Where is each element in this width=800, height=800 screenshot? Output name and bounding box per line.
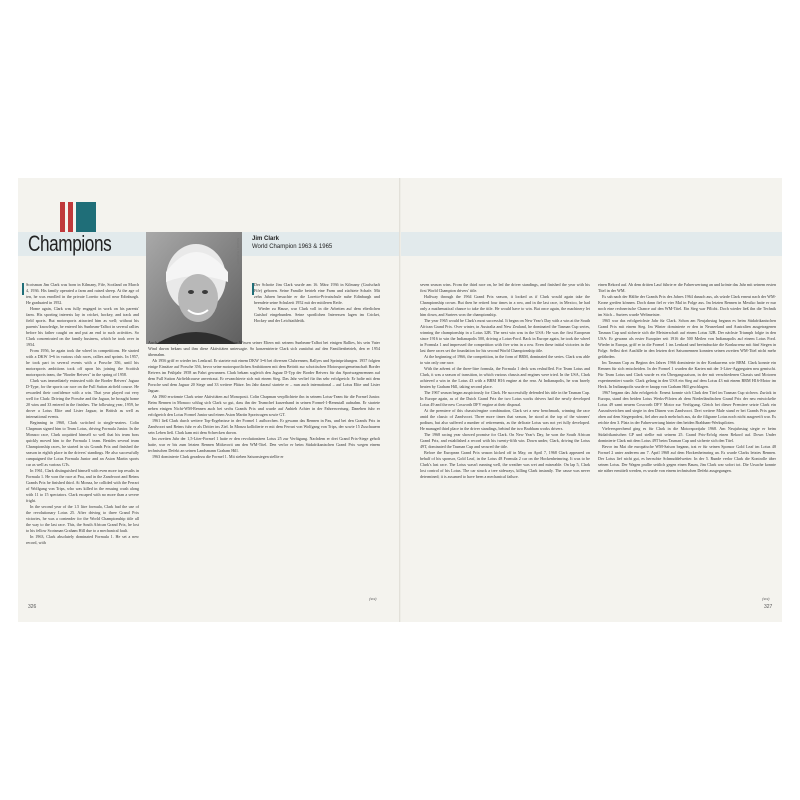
- paragraph: Im Tasman Cup zu Beginn des Jahres 1966 dominierte in der Konkurrenz wie BRM. Clark konnte ein Rennen für sich entscheiden. In der Formel 1 wurden die Karten mit der 3-Liter-Aggregaten neu gemischt. Für Team Lotus und Clark wurde es ein Übergangssaison, in der mit verschiedenen Chassis und Motoren experimentiert wurde. Clark gelang in den USA ein Sieg auf dem Lotus 43 mit einem BRM H16-Motor im Heck. In Indianapolis wurde er knapp von Graham Hill geschlagen.: [598, 360, 776, 389]
- paragraph: Es sah nach der Hälfte der Grands Prix des Jahres 1964 danach aus, als würde Clark erneut nach der WM-Krone greifen können. Doch dann fiel er vier Mal in Folge aus. Im letzten Rennen in Mexiko hatte er nur noch eine rechnerische Chance auf den WM-Titel. Ein Sieg war Pflicht. Doch wieder ließ ihn die Technik im Stich – Surtees wurde Weltmeister.: [598, 294, 776, 317]
- paragraph: Scotsman Jim Clark was born in Kilmany, Fife, Scotland on March 4, 1936. His family operated a farm and raised sheep. At the age of ten, he was enrolled in the private Loretto school near Edinburgh. He graduated in 1952.: [26, 282, 139, 305]
- text-column-english-right: [420, 282, 590, 600]
- photo-caption-name: Jim Clark: [252, 236, 280, 242]
- paragraph-marker-english: [22, 283, 24, 295]
- paragraph: Beginning in 1960, Clark switched to single-seaters. Colin Chapman signed him to Team Lotus, driving Formula Junior. In the Monaco race, Clark acquitted himself so well that his team boss quickly moved him to the Formula 1 team. Besides several team Championship races, he started in six Grands Prix and finished the season in eighth place in the drivers' standings. He also successfully campaigned the Lotus Formula Junior and an Aston Martin sports car as well as various GTs.: [26, 420, 139, 467]
- continuation-mark-left: (sw): [369, 596, 377, 601]
- paragraph: The 1968 racing year showed promise for Clark. On New Year's Day, he won the South African Grand Prix, and established a record with his twenty-fifth win. Down under, Clark, driving the Lotus 49T, dominated the Tasman Cup and secured the title.: [420, 432, 590, 449]
- paragraph: Im zweiten Jahr der 1,5-Liter-Formel 1 hatte er den revolutionären Lotus 25 zur Verfügung. Nachdem er drei Grand Prix-Siege geholt hatte, war er bis zum letzten Rennen Mitfavorit um den WM-Titel. Den verlor er beim Südafrikanischen Grand Prix wegen einem technischen Defekt an seinen Landsmann Graham Hill.: [148, 436, 380, 453]
- paragraph: Clark was immediately entrusted with the Border Reivers' Jaguar D-Type, for the sports car race on the Full Sutton airfield course. He rewarded their confidence with a win. That year played out very well for Clark: Driving the Porsche and the Jaguar, he brought home 20 wins and 33 entered in the finishes. The following year, 1959, he drove a Lotus Elite and Lister Jaguar, in British as well as international events.: [26, 378, 139, 419]
- paragraph: seven season wins. From the third race on, he led the driver standings, and finished the year with his first World Champion drivers' title.: [420, 282, 590, 293]
- section-title: Champions: [28, 231, 112, 256]
- paragraph: Ab 1960 erwärmte Clark seine Aktivitäten auf Monoposti. Colin Chapman verpflichtete ihn in seinem Lotus-Team für die Formel Junior. Beim Rennen in Monaco schlug sich Clark so gut, dass ihn der Teamchef kurzerhand in seinen Formel-1-Rennstall aufnahm. Er startete neben einigen Nicht-WM-Rennen auch bei sechs Grands Prix und wurde auf Anhieb Achter in der Fahrerwertung. Daneben fuhr er erfolgreich den Lotus Formel Junior und einen Aston Martin Sportwagen sowie GT.: [148, 394, 380, 417]
- book-gutter: [399, 178, 401, 622]
- paragraph: In 1963, Clark absolutely dominated Formula 1. He set a new record, with: [26, 534, 139, 545]
- continuation-mark-right: (sw): [762, 596, 770, 601]
- page-number-left: 326: [28, 604, 37, 610]
- paragraph: 1967 begann das Jahr erfolgreich: Erneut konnte sich Clark den Titel im Tasman Cup sichern. Zurück in Europa, stand den beiden Lotus Werks-Piloten ab dem Niederländischen Grand Prix der neu entwickelte Lotus 49 samt neuem Cosworth DFV Motor zur Verfügung. Gleich bei dieser Premiere setzte Clark ein Ausrufezeichen und siegte in den Dünen von Zandvoort. Drei weitere Male stand er bei Grands Prix ganz oben auf dem Siegerpodest, fiel aber auch mehrfach aus, da die filigrane Lotus noch nicht ausgereift war. Es reichte den 3. Platz in der Fahrerwertung hinter den beiden Brabham-Werkspiloten.: [598, 390, 776, 425]
- paragraph: Der Schotte Jim Clark wurde am 16. März 1936 in Kilmany (Grafschaft Fife) geboren. Seine Familie betrieb eine Farm und züchtete Schafe. Mit zehn Jahren besuchte er die Loretto-Privatschule nahe Edinburgh und beendete seine Schulzeit 1952 mit der mittleren Reife.: [254, 282, 380, 305]
- text-column-german-left: [148, 340, 380, 600]
- paragraph: Home again, Clark was fully engaged in work on his parents' farm. His sporting interests lay in cricket, hockey, and track and field sports. But motorsports attracted him as well; without his parents' knowledge, he entered his Sunbeam-Talbot in several rallies before his father caught on and put an end to such activities. So Clark concentrated on the family business, which he took over in 1954.: [26, 306, 139, 347]
- paragraph: Halfway through the 1964 Grand Prix season, it looked as if Clark would again take the Championship crown. But then he retired four times in a row, and in the last race, in Mexico, he had only a mathematical chance to take the title. He would have to win. But once again, the machinery let him down, and Surtees won the championship.: [420, 294, 590, 317]
- paragraph: 1961 ließ Clark durch weitere Top-Ergebnisse in der Formel 1 aufhorchen. Er gewann das Rennen in Pau, und bei den Grands Prix in Zandvoort und Reims fuhr er als Dritter ins Ziel. In Monza kollidierte er mit dem Ferrari von Wolfgang von Trips, der sowie 15 Zuschauern sein Leben ließ. Clark kam mit dem Schrecken davon.: [148, 418, 380, 435]
- paragraph: 1963 dominierte Clark geradezu die Formel 1. Mit sieben Saisonsiegen stellte er: [152, 454, 284, 459]
- paragraph: In 1961, Clark distinguished himself with even more top results in Formula 1. He won the race at Pau, and in the Zandvoort and Reims Grands Prix he finished third. At Monza, he collided with the Ferrari of Wolfgang von Trips, who was killed in the ensuing crash along with 11 to 15 spectators. Clark escaped with no more than a severe fright.: [26, 468, 139, 503]
- paragraph: In the second year of the 1.5 litre formula, Clark had the use of the revolutionary Lotus 25. After driving to three Grand Prix victories, he was a contender for the World Championship title all the way to the last race. This, the South African Grand Prix, he lost to his fellow Scotsman Graham Hill due to a mechanical fault.: [26, 504, 139, 533]
- accent-bar-red-1: [60, 202, 65, 232]
- paragraph: einen Rekord auf. Ab dem dritten Lauf führte er die Fahrerwertung an und krönte das Jahr mit seinem ersten Titel in der WM.: [598, 282, 776, 293]
- paragraph: Vielversprechend ging es für Clark in die Motorsportjahr 1968. Am Neujahrstag siegte er beim Südafrikanischen GP und stellte mit seinem 25. Grand Prix-Erfolg einen Rekord auf. Down Under dominierte Clark mit dem Lotus 49T beim Tasman Cup und sicherte sich den Titel.: [598, 426, 776, 443]
- text-column-english-left: [26, 282, 139, 600]
- paragraph: Before the European Grand Prix season kicked off in May, on April 7, 1968 Clark appeared on behalf of his sponsor, Gold Leaf, in the Lotus 48 Formula 2 car on the Hockenheimring. It was to be Clark's last race. The Lotus wasn't running well, the weather was wet and miserable. On lap 5, Clark lost control of his Lotus. The car struck a tree sideways, killing Clark instantly. The cause was never determined; it is assumed to have been a mechanical failure.: [420, 450, 590, 479]
- paragraph: Auch der Motorsport lockte ihn an – er startete ohne Wissen seiner Eltern mit seinem Sunbeam-Talbot bei einigen Rallies, bis sein Vater Wind davon bekam und ihm diese Aktivitäten untersagte. So konzentrierte Clark sich zunächst auf den Familienbetrieb, den er 1954 übernahm.: [148, 340, 380, 357]
- photo-caption-subtitle: World Champion 1963 & 1965: [252, 244, 333, 250]
- accent-bar-red-2: [68, 202, 73, 232]
- paragraph: Ab 1956 griff er wieder ins Lenkrad. Er startete mit einem DKW 3=6 bei diversen Clubrennen, Rallyes und Sprintprüfungen. 1957 folgten einige Einsätze auf Porsche 356, bevor seine motorsportlichen Ambitionen mit dem Beitritt zur schottischen Motorsportgemeinschaft Border Reivers im Frühjahr 1958 an Fahrt gewannen. Clark bekam sogleich den Jaguar D-Typ der Border Reivers für das Sportwagenrennen auf dem Full Sutton Airfieldcourse anvertraut. Er revanchierte sich mit einem Sieg. Das Jahr verlief für ihn sehr erfolgreich: Er holte mit dem Porsche und dem Jaguar 20 Siege und 33 weitere Plätze. Im Jahr darauf startete er – nun auch international – auf Lotus Elite und Lister Jaguar.: [148, 358, 380, 393]
- paragraph: 1965 war das erfolgreichste Jahr für Clark. Schon am Neujahrstag begann es beim Südafrikanischen Grand Prix mit einem Sieg. Im Winter dominierte er den in Neuseeland und Australien ausgetragenen Tasman Cup und sicherte sich die Meisterschaft auf einem Lotus 32B. Der nächste Triumph folgte in den USA: Er gewann als erster Europäer seit 1916 die 500 Meilen von Indianapolis auf einem Lotus Ford. Wieder in Europa, griff er in die Formel 1 ins Lenkrad und beeindruckte die Konkurrenz mit fünf Siegen in Folge. Selbst drei Ausfälle in den letzten drei Saisonrennen konnten seinen zweiten WM-Titel nicht mehr gefährden.: [598, 318, 776, 359]
- paragraph: At the premiere of this chassis/engine combination, Clark set a new benchmark, winning the race amid the classic of Zandvoort. Three more times that season, he stood at the top of the winners' podium, but also suffered a number of retirements, as the delicate Lotus was not yet fully developed. He managed third place in the driver standings, behind the two Brabham works drivers.: [420, 408, 590, 431]
- paragraph: Wieder zu Hause, war Clark voll in die Arbeiten auf dem elterlichen Gutshof eingebunden. Seine sportlichen Interessen lagen im Cricket, Hockey und der Leichtathletik.: [254, 306, 380, 323]
- text-column-german-right: [598, 282, 776, 600]
- text-column-german-top: [148, 282, 380, 338]
- paragraph: The 1967 season began auspiciously for Clark. He successfully defended his title in the Tasman Cup. In Europe again, as of the Dutch Grand Prix the two Lotus works drivers had the newly developed Lotus 49 and the new Cosworth DFV engine at their disposal.: [420, 390, 590, 407]
- paragraph: From 1956, he again took the wheel in competitions. He started with a DKW 3=6 in various club races, rallies and sprints. In 1957, he took part in several events with a Porsche 356, until his motorsports ambitions took off upon his joining the Scottish motorsports team, the "Border Reivers" in the spring of 1958.: [26, 348, 139, 377]
- paragraph: The year 1965 would be Clark's most successful. It began on New Year's Day with a win at the South African Grand Prix. Over winter, in Australia and New Zealand, he dominated the Tasman Cup series, winning the championship in a Lotus 32B. The next win was in the USA: He was the first European since 1916 to win the Indianapolis 500, driving a Lotus-Ford. Back in Europe again, he took the wheel in Formula 1 and impressed the competition with five wins in a row. Even these initial victories in the last three races set the foundation for his second World Championship title.: [420, 318, 590, 353]
- paragraph: Bevor im Mai die europäische WM-Saison begann, trat er für seinen Sponsor Gold Leaf im Lotus 48 Formel 2 unter anderem am 7. April 1968 auf dem Hockenheimring an. Es wurde Clarks letztes Rennen. Der Lotus lief nicht gut, es herrschte Schmuddelwetter. In der 5. Runde verlor Clark die Kontrolle über seinen Lotus. Der Wagen prallte seitlich gegen einen Baum, Jim Clark war sofort tot. Die Ursache konnte nie näher ermittelt werden, es wurde von einem technischen Defekt ausgegangen.: [598, 444, 776, 473]
- accent-bar-teal: [76, 202, 96, 232]
- paragraph: At the beginning of 1966, the competition, in the form of BRM, dominated the series. Clark was able to win only one race.: [420, 354, 590, 365]
- paragraph: With the advent of the three-litre formula, the Formula 1 deck was reshuffled. For Team Lotus and Clark, it was a season of transition, in which various chassis and engines were tried. In the USA, Clark achieved a win in the Lotus 43 with a BRM H16 engine at the rear. At Indianapolis, he was barely beaten by Graham Hill, taking second place.: [420, 366, 590, 389]
- page-number-right: 327: [764, 604, 773, 610]
- photo-credit: ARCHIVE / FOTOS: [236, 238, 240, 265]
